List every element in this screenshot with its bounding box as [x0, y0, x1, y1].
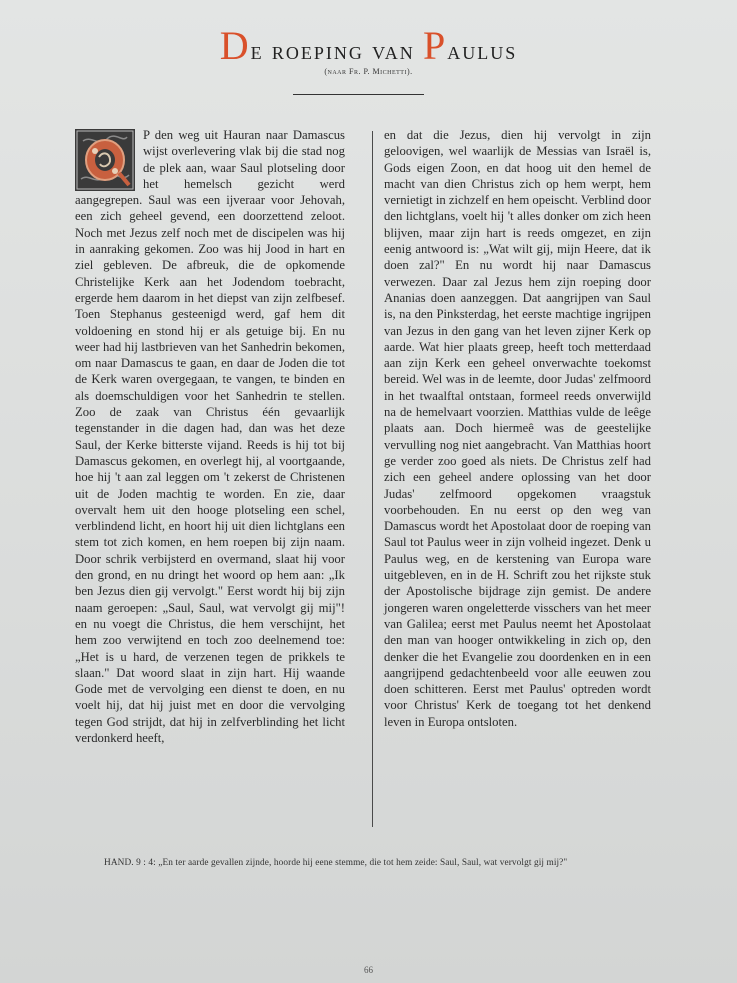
- title-rule: [293, 94, 424, 95]
- title-part-2: aulus: [447, 38, 518, 65]
- right-column: [384, 127, 651, 730]
- title-initial-d: D: [219, 23, 251, 68]
- page-number: 66: [364, 965, 373, 975]
- title-part-1: e roeping van: [250, 38, 424, 65]
- scripture-footnote: HAND. 9 : 4: „En ter aarde gevallen zijnde, hoorde hij eene stemme, die tot hem zeide: Saul, Saul, wat vervolgt gij mij?": [104, 858, 568, 868]
- left-column: [75, 127, 345, 746]
- title-initial-p: P: [423, 23, 448, 68]
- attribution: (naar Fr. P. Michetti).: [324, 67, 413, 76]
- illuminated-initial-ornament: [75, 129, 135, 191]
- left-column-text: P den weg uit Hauran naar Damascus wijst overlevering vlak bij die stad nog de plek aan, waar Saul plotseling door het hemelsch gezicht werd aangegrepen. Saul was een ijveraar voor Jehovah, een zich geheel gevend, een doorzettend zeloot. Noch met Jezus zelf noch met de discipelen was hij in aanraking gekomen. Zoo was hij Jood in hart en ziel gebleven. De afbreuk, die de opkomende Christelijke Kerk aan het Jodendom toebracht, ergerde hem daarom in het diepst van zijn zelfbesef. Toen Stephanus gesteenigd werd, gaf hem dit voldoening en stond hij er als getuige bij. En nu weer had hij lastbrieven van het Sanhedrin bekomen, om naar Damascus te gaan, en daar de Joden die tot de Kerk waren overgegaan, te vangen, te binden en als doemschuldigen voor het Sanhedrin te stellen. Zoo de zaak van Christus één gevaarlijk tegenstander in die dagen had, dan was het deze Saul, der Kerke bitterste vijand. Reeds is hij tot bij Damascus gekomen, en overlegt hij, al voortgaande, hoe hij 't aan zal leggen om 't zekerst de Christenen uit de Joden machtig te worden. En zie, daar overvalt hem uit den hooge plotseling een schel, verblindend licht, en hoort hij uit dien lichtglans een stem tot zich komen, en hem roepen bij zijn naam. Door schrik verbijsterd en overmand, slaat hij voor den grond, en nu dringt het woord op hem aan: „Ik ben Jezus dien gij vervolgt." Eerst wordt hij bij zijn naam geroepen: „Saul, Saul, wat vervolgt gij mij"! en nu voegt die Christus, die hem verschijnt, het hem zoo verwijtend en toch zoo deelnemend toe: „Het is u hard, de verzenen tegen de prikkels te slaan." Dat woord slaat in zijn hart. Hij waande Gode met de vervolging een dienst te doen, en nu voelt hij, dat hij juist met en door die vervolging tegen God strijdt, dat hij in zelfverblinding het licht verdonkerd heeft,: [75, 128, 345, 745]
- page-title: [0, 22, 737, 69]
- right-column-text: en dat die Jezus, dien hij vervolgt in zijn geloovigen, wel waarlijk de Messias van Israël is, Gods eigen Zoon, en dat hoog uit den hemel de macht van dien Christus zich op hem werpt, hem vernietigt in zichzelf en hem opeischt. Verblind door den lichtglans, voelt hij 't alles donker om zich heen blijven, maar zijn hart is reeds omgezet, en zijn eenig antwoord is: „Wat wilt gij, mijn Heere, dat ik doen zal?" En nu wordt hij naar Damascus verwezen. Daar zal Jezus hem zijn roeping door Ananias doen aanzeggen. Dat aangrijpen van Saul is, na den Pinksterdag, het eerste machtige ingrijpen van Jezus in den gang van het leven zijner Kerk op aarde. Wat hier plaats greep, heeft toch metterdaad aan zijn Kerk een geheel onverwachte toekomst bereid. Wel was in de leemte, door Judas' zelfmoord in het twaalftal ontstaan, formeel reeds onverwijld na de hemelvaart voorzien. Matthias vulde de leêge plaats aan. Doch hiermeê was de geestelijke vervulling nog niet aangebracht. Van Matthias hoort ge verder zoo goed als niets. De Christus zelf had zich een geheel andere oplossing van het door Judas' zelfmoord opgekomen vraagstuk voorbehouden. En nu eerst op den weg van Damascus wordt het Apostolaat door de roeping van Saul tot Paulus weer in zijn volheid ingezet. Denk u Paulus weg, en de kerstening van Europa ware uitgebleven, en in de H. Schrift zou het rijkste stuk der Apostolische bijdrage zijn gemist. De andere jongeren waren ongeletterde visschers van het meer van Galilea; eerst met Paulus neemt het Apostolaat den man van hooger ontwikkeling in zich op, den denker die het Evangelie zou doordenken en in een aangrijpend gedachtenbeeld voor alle eeuwen zou doen schitteren. Eerst met Paulus' optreden wordt voor Christus' Kerk de toegang tot het denkend leven in Europa ontsloten.: [384, 128, 651, 729]
- illuminated-initial: [75, 129, 135, 191]
- column-divider: [372, 131, 373, 827]
